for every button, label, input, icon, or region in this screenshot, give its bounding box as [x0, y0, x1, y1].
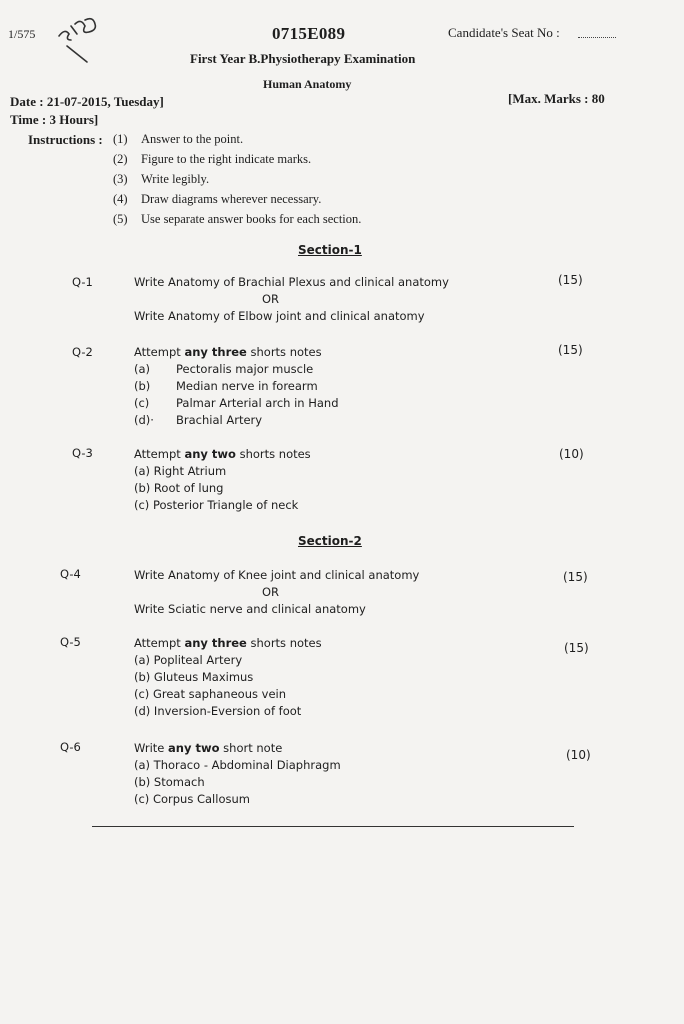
instructions-label: Instructions : [28, 132, 103, 147]
subject-title: Human Anatomy [263, 77, 352, 91]
section-2-title: Section-2 [298, 534, 362, 548]
instruction-item: (3) Write legibly. [113, 172, 210, 186]
question-number: Q-2 [72, 345, 93, 359]
exam-title: First Year B.Physiotherapy Examination [190, 51, 416, 66]
question-3: Attempt any two shorts notes (a) Right Atrium (b) Root of lung (c) Posterior Triangle of neck [134, 447, 311, 512]
instruction-item: (2) Figure to the right indicate marks. [113, 152, 312, 166]
question-marks: (15) [558, 343, 583, 357]
question-5: Attempt any three shorts notes (a) Popliteal Artery (b) Gluteus Maximus (c) Great saphaneous vein (d) Inversion-Eversion of foot [134, 636, 322, 718]
question-marks: (15) [564, 641, 589, 655]
exam-duration: Time : 3 Hours] [10, 112, 99, 127]
question-marks: (15) [563, 570, 588, 584]
question-number: Q-4 [60, 567, 81, 581]
question-number: Q-3 [72, 446, 93, 460]
instruction-item: (1) Answer to the point. [113, 132, 244, 146]
end-of-paper-rule [92, 826, 574, 827]
question-number: Q-1 [72, 275, 93, 289]
section-1-title: Section-1 [298, 243, 362, 257]
question-2: Attempt any three shorts notes (a) Pectoralis major muscle (b) Median nerve in forearm (c) Palmar Arterial arch in Hand (d)· Brachial Artery [134, 345, 339, 427]
question-number: Q-6 [60, 740, 81, 754]
seat-number-label: Candidate's Seat No : [448, 25, 560, 40]
question-marks: (10) [559, 447, 584, 461]
question-6: Write any two short note (a) Thoraco - Abdominal Diaphragm (b) Stomach (c) Corpus Callosum [134, 741, 341, 806]
question-4: Write Anatomy of Knee joint and clinical anatomy OR Write Sciatic nerve and clinical anatomy [134, 568, 420, 616]
paper-code: 0715E089 [272, 24, 346, 43]
question-number: Q-5 [60, 635, 81, 649]
instructions-list [113, 132, 361, 232]
max-marks: [Max. Marks : 80 [508, 91, 605, 106]
question-marks: (15) [558, 273, 583, 287]
instruction-item: (5) Use separate answer books for each section. [113, 212, 362, 226]
instruction-item: (4) Draw diagrams wherever necessary. [113, 192, 322, 206]
question-marks: (10) [566, 748, 591, 762]
seat-number-blank [578, 37, 616, 38]
page-id: 1/575 [8, 27, 36, 41]
handwritten-mark [55, 14, 115, 69]
question-1: Write Anatomy of Brachial Plexus and clinical anatomy OR Write Anatomy of Elbow joint and clinical anatomy [134, 275, 449, 323]
exam-date: Date : 21-07-2015, Tuesday] [10, 94, 164, 109]
